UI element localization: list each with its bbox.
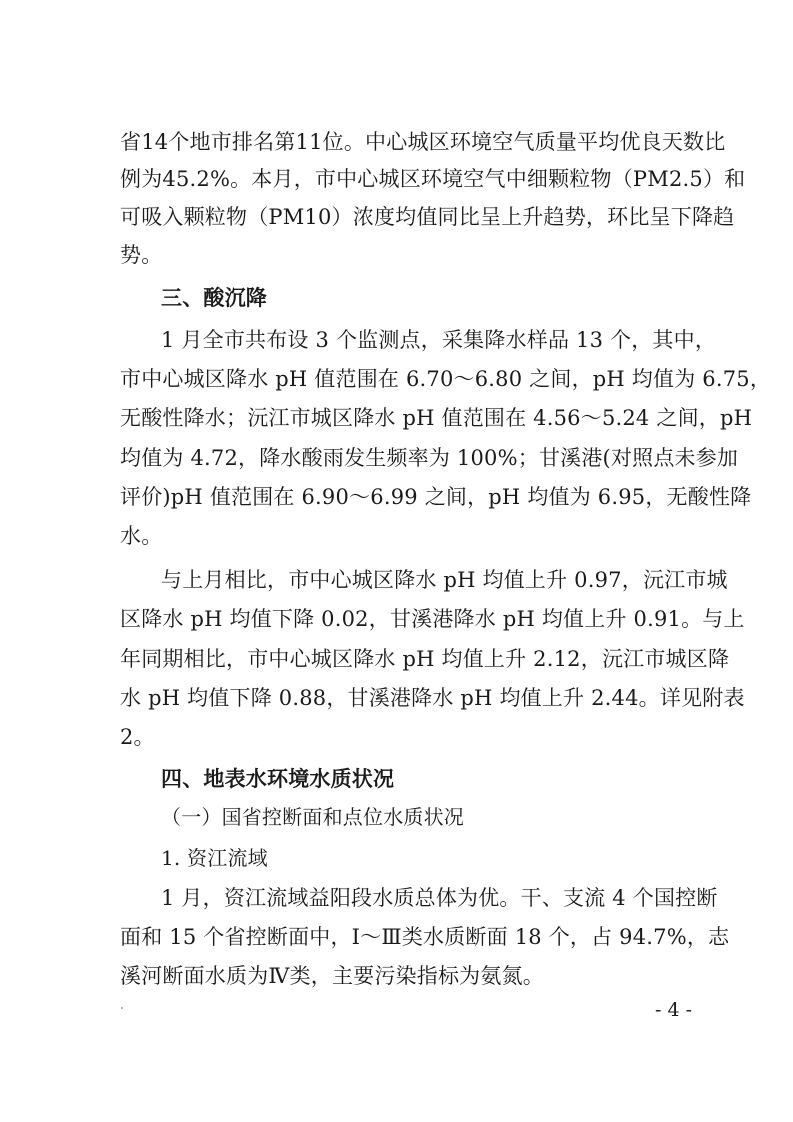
- paragraph-line: 区降水 pH 均值下降 0.02，甘溪港降水 pH 均值上升 0.91。与上: [120, 607, 745, 631]
- paragraph-line: 水。: [120, 524, 163, 548]
- paragraph-line: 1 月，资江流域益阳段水质总体为优。干、支流 4 个国控断: [161, 886, 718, 910]
- paragraph-line: 面和 15 个省控断面中，Ⅰ～Ⅲ类水质断面 18 个，占 94.7%，志: [120, 925, 730, 949]
- paragraph-line: 评价)pH 值范围在 6.90～6.99 之间，pH 均值为 6.95，无酸性降: [120, 485, 752, 509]
- paragraph-line: 1 月全市共布设 3 个监测点，采集降水样品 13 个，其中，: [161, 328, 717, 352]
- page-number: - 4 -: [655, 999, 693, 1021]
- paragraph-line: 水 pH 均值下降 0.88，甘溪港降水 pH 均值上升 2.44。详见附表: [120, 686, 745, 710]
- section-heading-surface-water: 四、地表水环境水质状况: [161, 767, 395, 791]
- paragraph-line: 市中心城区降水 pH 值范围在 6.70～6.80 之间，pH 均值为 6.75，: [120, 367, 772, 391]
- subsection-item-heading: 1. 资江流域: [161, 846, 268, 870]
- paragraph-line: 无酸性降水；沅江市城区降水 pH 值范围在 4.56～5.24 之间，pH: [120, 406, 753, 430]
- section-heading-acid-deposition: 三、酸沉降: [161, 286, 267, 310]
- paragraph-line: 势。: [120, 243, 163, 267]
- paragraph-line: 2。: [120, 725, 155, 749]
- paragraph-line: 可吸入颗粒物（PM10）浓度均值同比呈上升趋势，环比呈下降趋: [120, 205, 735, 229]
- paragraph-line: 年同期相比，市中心城区降水 pH 均值上升 2.12，沅江市城区降: [120, 647, 730, 671]
- scan-speck: [121, 1007, 123, 1009]
- paragraph-line: 与上月相比，市中心城区降水 pH 均值上升 0.97，沅江市城: [161, 568, 728, 592]
- paragraph-line: 省14个地市排名第11位。中心城区环境空气质量平均优良天数比: [120, 130, 726, 154]
- paragraph-line: 均值为 4.72，降水酸雨发生频率为 100%；甘溪港(对照点未参加: [120, 446, 739, 470]
- paragraph-line: 例为45.2%。本月，市中心城区环境空气中细颗粒物（PM2.5）和: [120, 167, 746, 191]
- paragraph-line: 溪河断面水质为Ⅳ类，主要污染指标为氨氮。: [120, 964, 544, 988]
- subsection-heading: （一）国省控断面和点位水质状况: [161, 805, 464, 829]
